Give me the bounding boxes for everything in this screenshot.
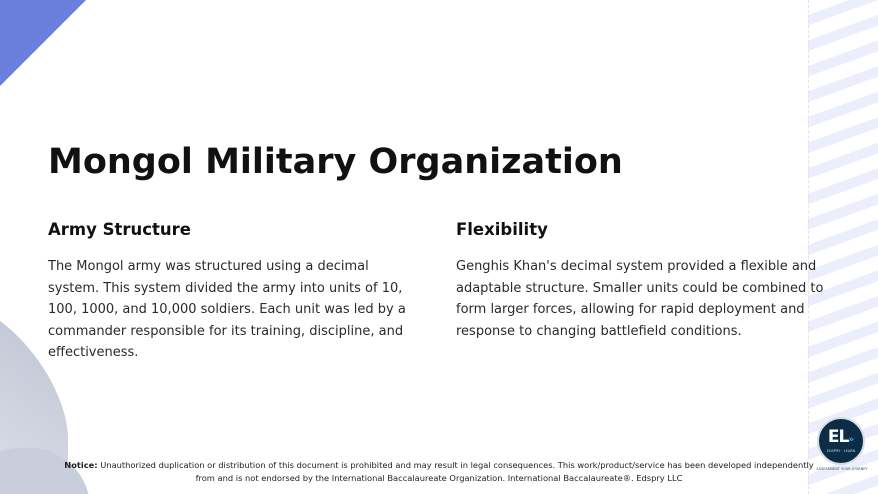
logo-mark: EL» — [827, 427, 855, 447]
copyright-notice — [60, 459, 818, 485]
logo-chevron-icon: » — [848, 435, 855, 445]
edspry-logo — [817, 417, 865, 465]
army-structure-column — [48, 218, 420, 364]
flexibility-column — [456, 218, 828, 342]
corner-accent-triangle — [0, 0, 86, 86]
flexibility-body: Genghis Khan's decimal system provided a flexible and adaptable structure. Smaller units could be combined to form larger forces, allowing for rapid deployment and response to changing battlefield conditions. — [456, 259, 824, 339]
flexibility-heading: Flexibility — [456, 220, 548, 239]
army-structure-body: The Mongol army was structured using a decimal system. This system divided the army into units of 10, 100, 1000, and 10,000 soldiers. Each unit was led by a commander responsible for its training, discipline, and effectiveness. — [48, 259, 406, 361]
army-structure-heading: Army Structure — [48, 220, 191, 239]
notice-label: Notice: — [64, 460, 98, 470]
logo-tagline: ASSESSMENT YOUR JOURNEY — [816, 467, 868, 471]
notice-text: Unauthorized duplication or distribution of this document is prohibited and may result in legal consequences. This work/product/service has been developed independently from and is not endorsed by the International Baccalaureate Organization. International Baccalaureate®. Edspry LLC — [97, 460, 814, 483]
logo-small-text: EDSPRY · LEARN — [826, 449, 856, 453]
slide-title: Mongol Military Organization — [48, 142, 623, 182]
